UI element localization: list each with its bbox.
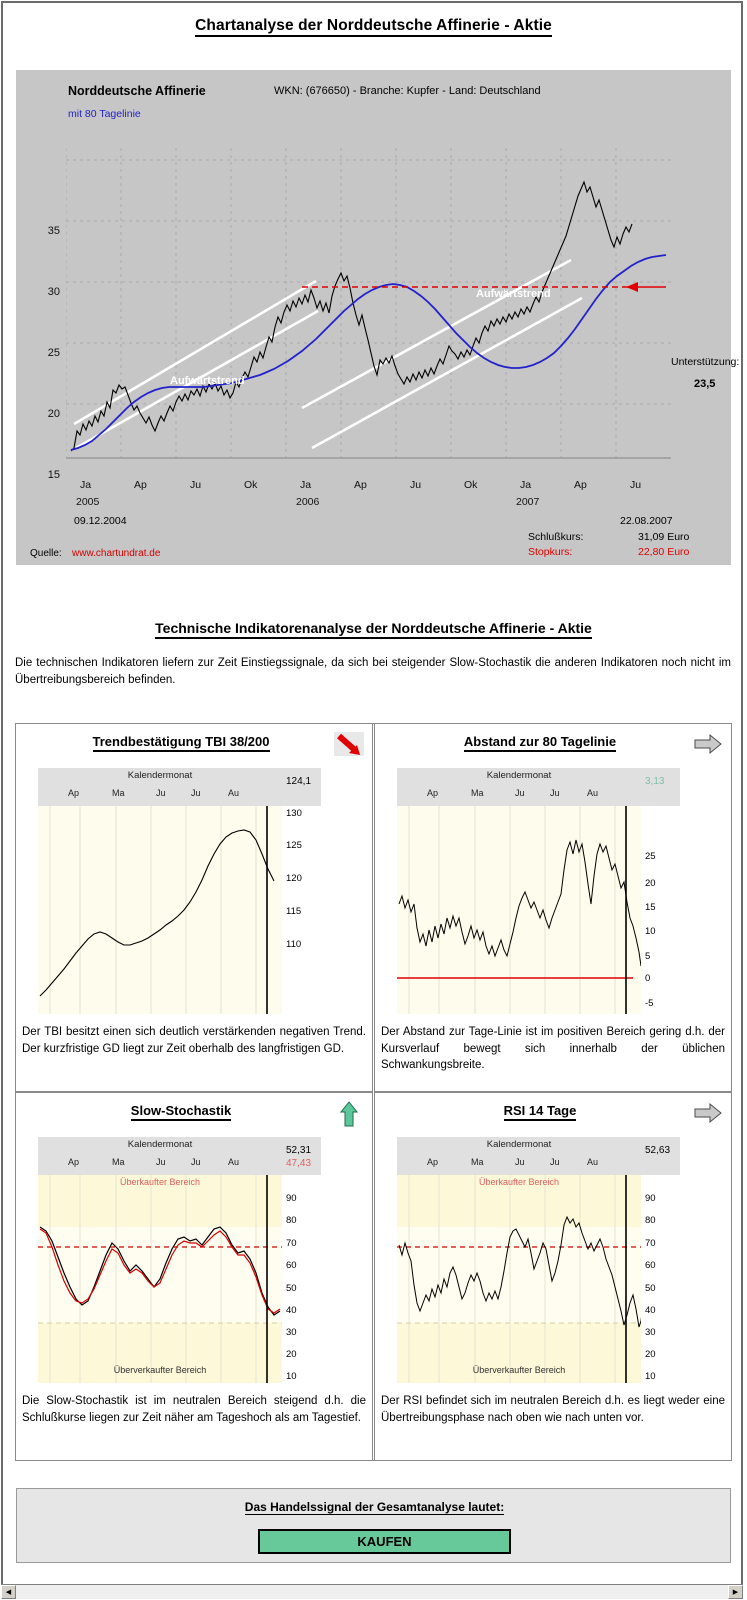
indicator-panel-abstand (374, 723, 732, 1092)
stochastik-k-series (40, 1227, 280, 1315)
date-end: 22.08.2007 (620, 515, 673, 527)
x-tick-5: Ap (354, 479, 367, 491)
y-tick: 10 (645, 926, 656, 937)
indicator-mini-chart (397, 768, 680, 1014)
month-tick-2: Ju (156, 788, 166, 798)
month-tick-4: Au (587, 788, 599, 798)
y-tick-20: 20 (47, 408, 60, 420)
y-tick: 20 (645, 878, 656, 889)
month-tick-1: Ma (112, 788, 125, 798)
y-tick: 15 (645, 902, 656, 913)
y-tick: 60 (645, 1260, 656, 1271)
month-tick-1: Ma (471, 788, 484, 798)
indicator-title: Slow-Stochastik (16, 1103, 346, 1118)
indicator-axis (641, 1175, 680, 1383)
date-start: 09.12.2004 (74, 515, 127, 527)
month-tick-2: Ju (515, 788, 525, 798)
x-year-2005: 2005 (76, 496, 100, 508)
y-tick: 110 (286, 939, 302, 950)
overall-signal-label-text: Das Handelssignal der Gesamtanalyse lautet: (244, 1500, 505, 1514)
x-tick-7: Ok (464, 479, 478, 491)
indicator-axis (641, 806, 680, 1014)
y-tick: 80 (645, 1215, 656, 1226)
indicator-current-value-2: 47,43 (286, 1158, 312, 1169)
x-tick-1: Ap (134, 479, 147, 491)
red-down-arrow-icon (334, 732, 364, 756)
source-label: Quelle: (30, 548, 62, 559)
indicator-axis (282, 1175, 321, 1383)
month-tick-3: Ju (191, 1157, 201, 1167)
month-tick-0: Ap (427, 788, 439, 798)
month-tick-1: Ma (112, 1157, 125, 1167)
indicator-description: Der Abstand zur Tage-Linie ist im positiven Bereich gering d.h. der Kursverlauf bewegt sich innerhalb der üblichen Schwankungsbreite. (381, 1026, 725, 1071)
indicator-current-value: 124,1 (286, 776, 312, 787)
y-tick: -5 (645, 998, 654, 1009)
calendar-label: Kalendermonat (486, 1139, 552, 1150)
x-year-2006: 2006 (296, 496, 320, 508)
y-tick: 10 (286, 1371, 297, 1382)
month-tick-0: Ap (68, 1157, 80, 1167)
indicator-plot-area (38, 1175, 282, 1383)
chart-subtitle: mit 80 Tagelinie (68, 108, 141, 120)
y-tick: 120 (286, 873, 302, 884)
indicator-axis (282, 806, 321, 1014)
abstand-series (399, 840, 641, 984)
y-tick: 80 (286, 1215, 297, 1226)
y-tick-35: 35 (47, 225, 60, 237)
x-tick-8: Ja (520, 479, 532, 491)
scroll-left-button[interactable]: ◀ (1, 1585, 16, 1599)
indicator-description: Der TBI besitzt einen sich deutlich verstärkenden negativen Trend. Der kurzfristige GD liegt zur Zeit oberhalb des langfristigen GD. (22, 1026, 366, 1055)
rsi-series (399, 1217, 641, 1327)
page-title (0, 17, 747, 35)
indicator-mini-chart (38, 1137, 321, 1383)
price-plot-svg (66, 148, 671, 468)
x-tick-2: Ju (190, 479, 202, 491)
y-tick-30: 30 (47, 286, 60, 298)
y-tick: 125 (286, 840, 302, 851)
indicator-panel-stochastik (15, 1092, 373, 1461)
tbi-series (40, 830, 274, 996)
indicator-current-value: 3,13 (645, 776, 665, 787)
month-tick-3: Ju (550, 1157, 560, 1167)
section2-intro: Die technischen Indikatoren liefern zur Zeit Einstiegssignale, da sich bei steigender Slow-Stochastik die anderen Indikatoren noch nicht im Übertreibungsbereich befinden. (15, 657, 731, 686)
page-title-text: Chartanalyse der Norddeutsche Affinerie - Aktie (195, 17, 552, 37)
closing-value: 31,09 Euro (638, 531, 690, 543)
trend-label-left: Aufwärtstrend (170, 375, 245, 387)
indicator-title: Abstand zur 80 Tagelinie (375, 734, 705, 749)
month-tick-4: Au (228, 788, 240, 798)
overall-signal-label (17, 1500, 732, 1514)
trend-label-right: Aufwärtstrend (476, 288, 551, 300)
month-tick-4: Au (228, 1157, 240, 1167)
y-tick-25: 25 (47, 347, 60, 359)
indicator-description: Der RSI befindet sich im neutralen Bereich d.h. es liegt weder eine Übertreibungsphase nach oben wie nach unten vor. (381, 1395, 725, 1424)
price-plot (66, 148, 671, 468)
y-tick: 25 (645, 851, 656, 862)
indicator-current-value: 52,63 (645, 1145, 671, 1156)
month-tick-2: Ju (156, 1157, 166, 1167)
indicator-description: Die Slow-Stochastik ist im neutralen Bereich steigend d.h. die Schlußkurse liegen zur Zeit näher am Tageshoch als am Tagestief. (22, 1395, 366, 1424)
y-tick-15: 15 (47, 469, 60, 481)
x-tick-9: Ap (574, 479, 587, 491)
calendar-label: Kalendermonat (486, 770, 552, 781)
indicator-title: Trendbestätigung TBI 38/200 (16, 734, 346, 749)
y-tick: 50 (645, 1283, 656, 1294)
x-tick-3: Ok (244, 479, 258, 491)
y-tick: 90 (286, 1193, 297, 1204)
overbought-label: Überkaufter Bereich (119, 1177, 201, 1187)
oversold-label: Überverkaufter Bereich (472, 1365, 566, 1375)
stop-label: Stopkurs: (528, 546, 573, 558)
indicator-plot-area (397, 806, 641, 1014)
closing-label: Schlußkurs: (528, 531, 584, 543)
y-tick: 90 (645, 1193, 656, 1204)
support-label: Unterstützung: (671, 356, 740, 368)
overall-signal-value[interactable]: KAUFEN (258, 1529, 511, 1554)
scrollbar-track[interactable] (16, 1585, 728, 1599)
oversold-label: Überverkaufter Bereich (113, 1365, 207, 1375)
x-tick-6: Ju (410, 479, 422, 491)
y-tick: 30 (286, 1327, 297, 1338)
month-tick-4: Au (587, 1157, 599, 1167)
y-tick: 5 (645, 951, 651, 962)
gray-right-arrow-icon (693, 732, 723, 756)
calendar-label: Kalendermonat (127, 1139, 193, 1150)
indicator-panel-rsi (374, 1092, 732, 1461)
y-tick: 40 (286, 1305, 297, 1316)
section2-title (0, 620, 747, 636)
indicator-current-value: 52,31 (286, 1145, 312, 1156)
horizontal-scrollbar[interactable] (1, 1584, 743, 1599)
section2-title-text: Technische Indikatorenanalyse der Norddeutsche Affinerie - Aktie (155, 620, 592, 639)
support-arrow-icon (626, 282, 666, 292)
y-tick: 70 (645, 1238, 656, 1249)
calendar-label: Kalendermonat (127, 770, 193, 781)
stochastik-d-series (40, 1229, 280, 1313)
y-tick: 70 (286, 1238, 297, 1249)
month-tick-2: Ju (515, 1157, 525, 1167)
source-url[interactable]: www.chartundrat.de (72, 548, 161, 559)
x-tick-0: Ja (80, 479, 92, 491)
stock-meta: WKN: (676650) - Branche: Kupfer - Land: Deutschland (274, 85, 541, 97)
y-tick: 40 (645, 1305, 656, 1316)
y-tick: 20 (286, 1349, 297, 1360)
support-value: 23,5 (694, 378, 716, 390)
indicator-grid (15, 723, 732, 1461)
x-tick-4: Ja (300, 479, 312, 491)
indicator-plot-area (38, 806, 282, 1014)
y-tick: 130 (286, 808, 302, 819)
indicator-panel-tbi (15, 723, 373, 1092)
gray-right-arrow-icon (693, 1101, 723, 1125)
month-tick-3: Ju (550, 788, 560, 798)
y-tick: 30 (645, 1327, 656, 1338)
indicator-plot-area (397, 1175, 641, 1383)
indicator-mini-chart (38, 768, 321, 1014)
month-tick-0: Ap (68, 788, 80, 798)
stock-name: Norddeutsche Affinerie (68, 84, 206, 98)
y-tick: 20 (645, 1349, 656, 1360)
x-tick-10: Ju (630, 479, 642, 491)
overall-signal-box (16, 1488, 731, 1563)
scroll-right-button[interactable]: ▶ (728, 1585, 743, 1599)
y-tick: 115 (286, 906, 302, 917)
month-tick-3: Ju (191, 788, 201, 798)
month-tick-0: Ap (427, 1157, 439, 1167)
y-tick: 0 (645, 973, 651, 984)
y-tick: 10 (645, 1371, 656, 1382)
green-up-arrow-icon (334, 1101, 364, 1125)
stop-value: 22,80 Euro (638, 546, 690, 558)
month-tick-1: Ma (471, 1157, 484, 1167)
y-tick: 50 (286, 1283, 297, 1294)
ma80-series (71, 255, 666, 450)
x-year-2007: 2007 (516, 496, 540, 508)
main-chart-panel (16, 70, 740, 565)
indicator-mini-chart (397, 1137, 680, 1383)
indicator-title: RSI 14 Tage (375, 1103, 705, 1118)
y-tick: 60 (286, 1260, 297, 1271)
overbought-label: Überkaufter Bereich (478, 1177, 560, 1187)
